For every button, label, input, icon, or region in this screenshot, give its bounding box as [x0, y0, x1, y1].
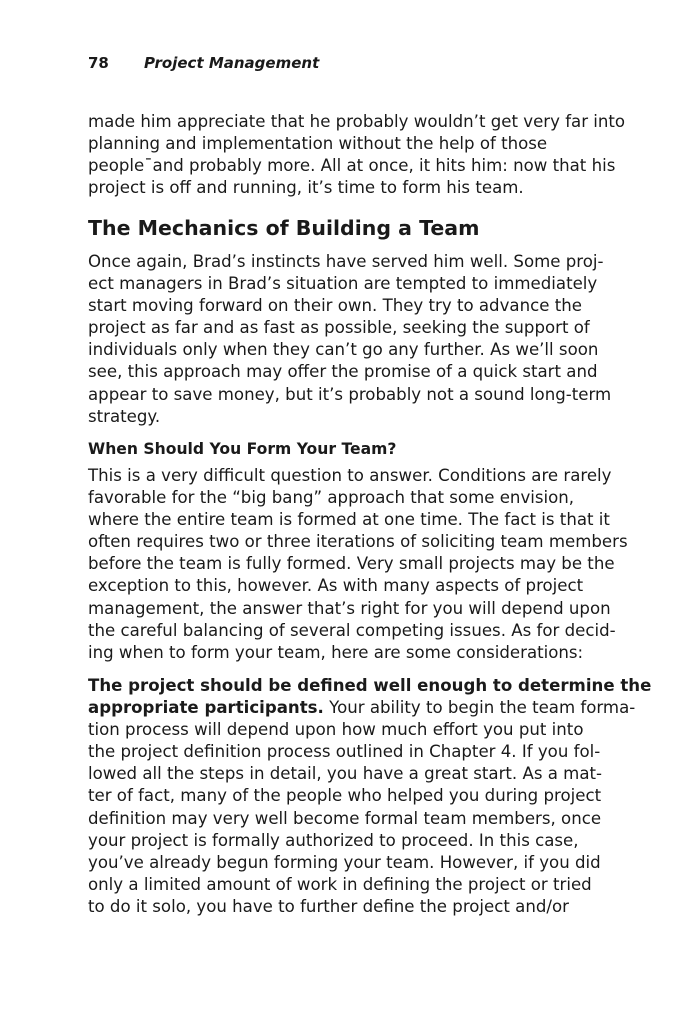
text-line: individuals only when they can’t go any further. As we’ll soon: [88, 340, 599, 360]
text-line: often requires two or three iterations of soliciting team members: [88, 532, 628, 552]
text-line: people¯and probably more. All at once, it hits him: now that his: [88, 156, 616, 176]
paragraph-consideration-defined: [88, 675, 652, 918]
text-line: Once again, Brad’s instincts have served him well. Some proj-: [88, 252, 604, 271]
section-heading: The Mechanics of Building a Team: [88, 216, 480, 240]
running-header: [88, 54, 319, 72]
text-line: ter of fact, many of the people who helped you during project: [88, 786, 602, 806]
text-line: definition may very well become formal team members, once: [88, 808, 602, 828]
text-line: ing when to form your team, here are some considerations:: [88, 642, 584, 662]
text-line: exception to this, however. As with many aspects of project: [88, 576, 584, 596]
text-line: favorable for the “big bang” approach that some envision,: [88, 488, 575, 508]
text-line: tion process will depend upon how much effort you put into: [88, 720, 584, 740]
text-line: This is a very difficult question to answer. Conditions are rarely: [88, 466, 612, 485]
paragraph-intro: [88, 111, 626, 199]
page-number: 78: [88, 54, 109, 72]
text-line: [88, 697, 636, 719]
subsection-heading: When Should You Form Your Team?: [88, 440, 397, 458]
book-title: Project Management: [144, 54, 320, 72]
bold-lead-line: The project should be defined well enough to determine the: [88, 676, 652, 695]
text-line: only a limited amount of work in defining the project or tried: [88, 874, 592, 894]
text-line: to do it solo, you have to further define the project and/or: [88, 896, 569, 916]
bold-lead-end: appropriate participants.: [88, 698, 324, 718]
text-line: you’ve already begun forming your team. However, if you did: [88, 852, 601, 872]
paragraph-when-to-form: [88, 465, 628, 664]
text-line: appear to save money, but it’s probably not a sound long-term: [88, 384, 612, 404]
text-line: strategy.: [88, 406, 161, 426]
text-line: before the team is fully formed. Very small projects may be the: [88, 554, 615, 574]
text-line-rest: Your ability to begin the team forma-: [323, 698, 636, 718]
text-line: ect managers in Brad’s situation are tempted to immediately: [88, 274, 598, 294]
text-line: the careful balancing of several competing issues. As for decid-: [88, 620, 616, 640]
text-line: planning and implementation without the help of those: [88, 134, 548, 154]
text-line: see, this approach may offer the promise of a quick start and: [88, 362, 598, 382]
text-line: lowed all the steps in detail, you have a great start. As a mat-: [88, 764, 603, 784]
text-line: project is off and running, it’s time to form his team.: [88, 178, 524, 198]
text-line: start moving forward on their own. They try to advance the: [88, 296, 582, 316]
paragraph-mechanics: [88, 251, 612, 428]
text-line: project as far and as fast as possible, seeking the support of: [88, 318, 590, 338]
text-line: where the entire team is formed at one time. The fact is that it: [88, 510, 610, 530]
text-line: the project definition process outlined in Chapter 4. If you fol-: [88, 742, 601, 762]
text-line: your project is formally authorized to proceed. In this case,: [88, 830, 579, 850]
text-line: management, the answer that’s right for you will depend upon: [88, 598, 611, 618]
text-line: made him appreciate that he probably wouldn’t get very far into: [88, 112, 626, 131]
